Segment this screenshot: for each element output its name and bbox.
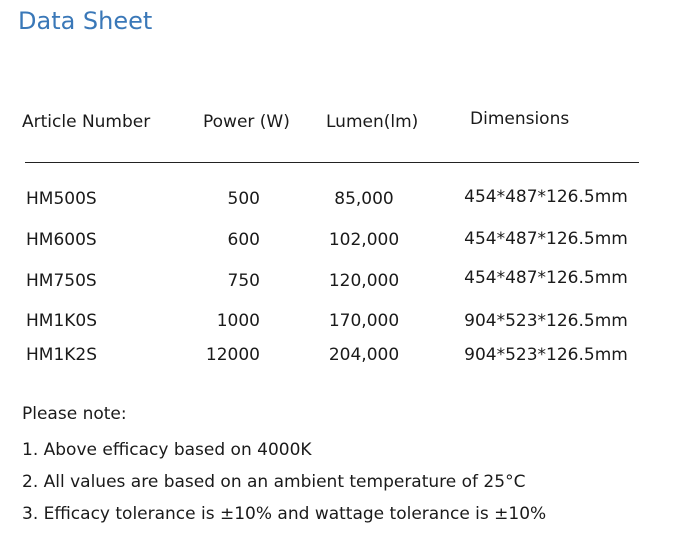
cell-article: HM1K2S <box>26 345 98 365</box>
cell-lumen: 85,000 <box>334 189 394 209</box>
header-article-number: Article Number <box>22 112 151 132</box>
cell-power: 1000 <box>216 311 260 331</box>
cell-dimensions: 454*487*126.5mm <box>464 187 628 207</box>
page-title: Data Sheet <box>18 7 153 35</box>
note-item: 2. All values are based on an ambient temperature of 25°C <box>22 472 526 492</box>
cell-article: HM500S <box>26 189 97 209</box>
cell-lumen: 170,000 <box>328 311 400 331</box>
cell-dimensions: 454*487*126.5mm <box>464 268 628 288</box>
cell-dimensions: 904*523*126.5mm <box>464 311 628 331</box>
cell-lumen: 120,000 <box>328 271 400 291</box>
cell-lumen: 204,000 <box>328 345 400 365</box>
cell-power: 750 <box>227 271 260 291</box>
header-dimensions: Dimensions <box>470 109 570 129</box>
cell-dimensions: 454*487*126.5mm <box>464 229 628 249</box>
header-divider <box>25 162 639 163</box>
cell-power: 600 <box>227 230 260 250</box>
header-lumen: Lumen(lm) <box>326 112 419 132</box>
note-item: 1. Above efficacy based on 4000K <box>22 440 312 460</box>
cell-power: 500 <box>227 189 260 209</box>
cell-article: HM1K0S <box>26 311 98 331</box>
notes-heading: Please note: <box>22 404 127 424</box>
header-power: Power (W) <box>203 112 290 132</box>
cell-power: 12000 <box>205 345 260 365</box>
note-item: 3. Efficacy tolerance is ±10% and wattage tolerance is ±10% <box>22 504 547 524</box>
cell-article: HM600S <box>26 230 97 250</box>
cell-dimensions: 904*523*126.5mm <box>464 345 628 365</box>
cell-article: HM750S <box>26 271 97 291</box>
cell-lumen: 102,000 <box>328 230 400 250</box>
